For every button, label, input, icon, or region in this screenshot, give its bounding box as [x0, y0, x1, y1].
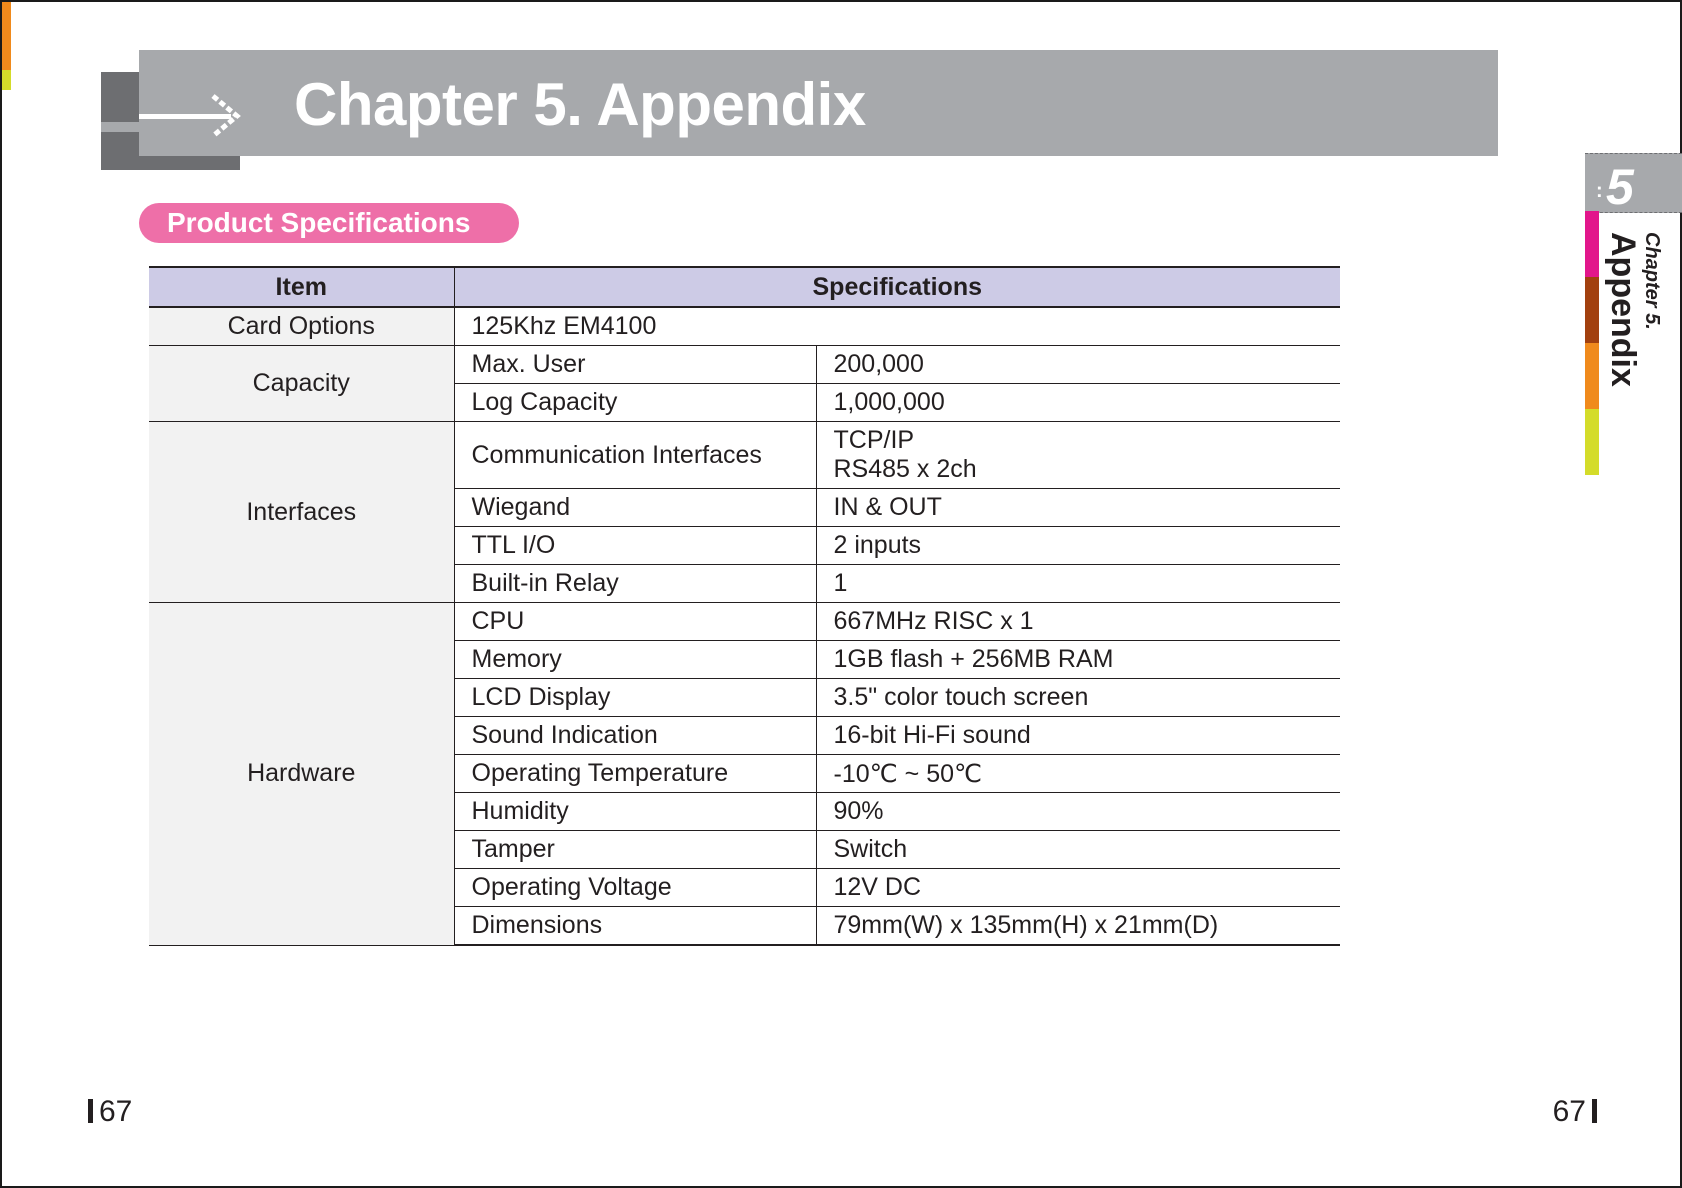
page-number-text: 67	[1552, 1095, 1586, 1128]
side-tab-dot: :	[1596, 180, 1603, 202]
chapter-title: Chapter 5. Appendix	[294, 71, 866, 138]
spec-value: 16-bit Hi-Fi sound	[816, 717, 1340, 755]
side-stripe-magenta	[1585, 211, 1599, 277]
page-number-bar	[88, 1099, 93, 1123]
section-title: Product Specifications	[139, 203, 519, 243]
spec-value: 90%	[816, 793, 1340, 831]
spec-value: 667MHz RISC x 1	[816, 603, 1340, 641]
specifications-table	[149, 266, 1340, 946]
page-number-right	[1553, 1095, 1597, 1129]
column-header-specifications: Specifications	[454, 267, 1340, 307]
spec-value-line: RS485 x 2ch	[833, 455, 977, 483]
table-row	[149, 346, 1340, 384]
spec-value: -10℃ ~ 50℃	[816, 755, 1340, 793]
spec-name: Wiegand	[454, 489, 816, 527]
spec-name: LCD Display	[454, 679, 816, 717]
spec-value: Switch	[816, 831, 1340, 869]
page-number-bar	[1592, 1099, 1597, 1123]
spec-name: Tamper	[454, 831, 816, 869]
spec-name: Communication Interfaces	[454, 422, 816, 489]
spec-value: 200,000	[816, 346, 1340, 384]
spec-value: 2 inputs	[816, 527, 1340, 565]
table-row	[149, 307, 1340, 346]
side-stripe-yellow	[1585, 409, 1599, 475]
spec-name: Operating Temperature	[454, 755, 816, 793]
side-stripe-brown	[1585, 277, 1599, 343]
spec-value: 125Khz EM4100	[454, 307, 1340, 346]
row-group-label: Hardware	[149, 603, 454, 946]
spec-value: 1	[816, 565, 1340, 603]
side-stripe-orange	[1585, 343, 1599, 409]
side-tab-number: 5	[1606, 159, 1634, 215]
edge-color-mark-yellow	[2, 70, 11, 90]
row-group-label: Capacity	[149, 346, 454, 422]
spec-value	[816, 422, 1340, 489]
page-number-left	[88, 1095, 132, 1129]
spec-name: Humidity	[454, 793, 816, 831]
table-row	[149, 422, 1340, 489]
spec-name: Log Capacity	[454, 384, 816, 422]
side-tab-title: Appendix	[1604, 232, 1642, 387]
spec-name: Built-in Relay	[454, 565, 816, 603]
spec-value: 1GB flash + 256MB RAM	[816, 641, 1340, 679]
side-tab-chapter: Chapter 5.	[1641, 232, 1663, 330]
spec-name: CPU	[454, 603, 816, 641]
table-row	[149, 603, 1340, 641]
spec-value: 1,000,000	[816, 384, 1340, 422]
spec-name: Dimensions	[454, 907, 816, 946]
spec-name: Operating Voltage	[454, 869, 816, 907]
column-header-item: Item	[149, 267, 454, 307]
page-number-text: 67	[99, 1095, 133, 1128]
spec-name: Sound Indication	[454, 717, 816, 755]
row-group-label: Card Options	[149, 307, 454, 346]
spec-value-line: TCP/IP	[833, 426, 915, 454]
spec-value: 3.5" color touch screen	[816, 679, 1340, 717]
row-group-label: Interfaces	[149, 422, 454, 603]
arrow-right-icon	[139, 90, 247, 142]
table-header-row	[149, 267, 1340, 307]
spec-value: IN & OUT	[816, 489, 1340, 527]
spec-value: 79mm(W) x 135mm(H) x 21mm(D)	[816, 907, 1340, 946]
spec-value: 12V DC	[816, 869, 1340, 907]
edge-color-mark-orange	[2, 2, 11, 70]
spec-name: TTL I/O	[454, 527, 816, 565]
spec-name: Memory	[454, 641, 816, 679]
spec-name: Max. User	[454, 346, 816, 384]
